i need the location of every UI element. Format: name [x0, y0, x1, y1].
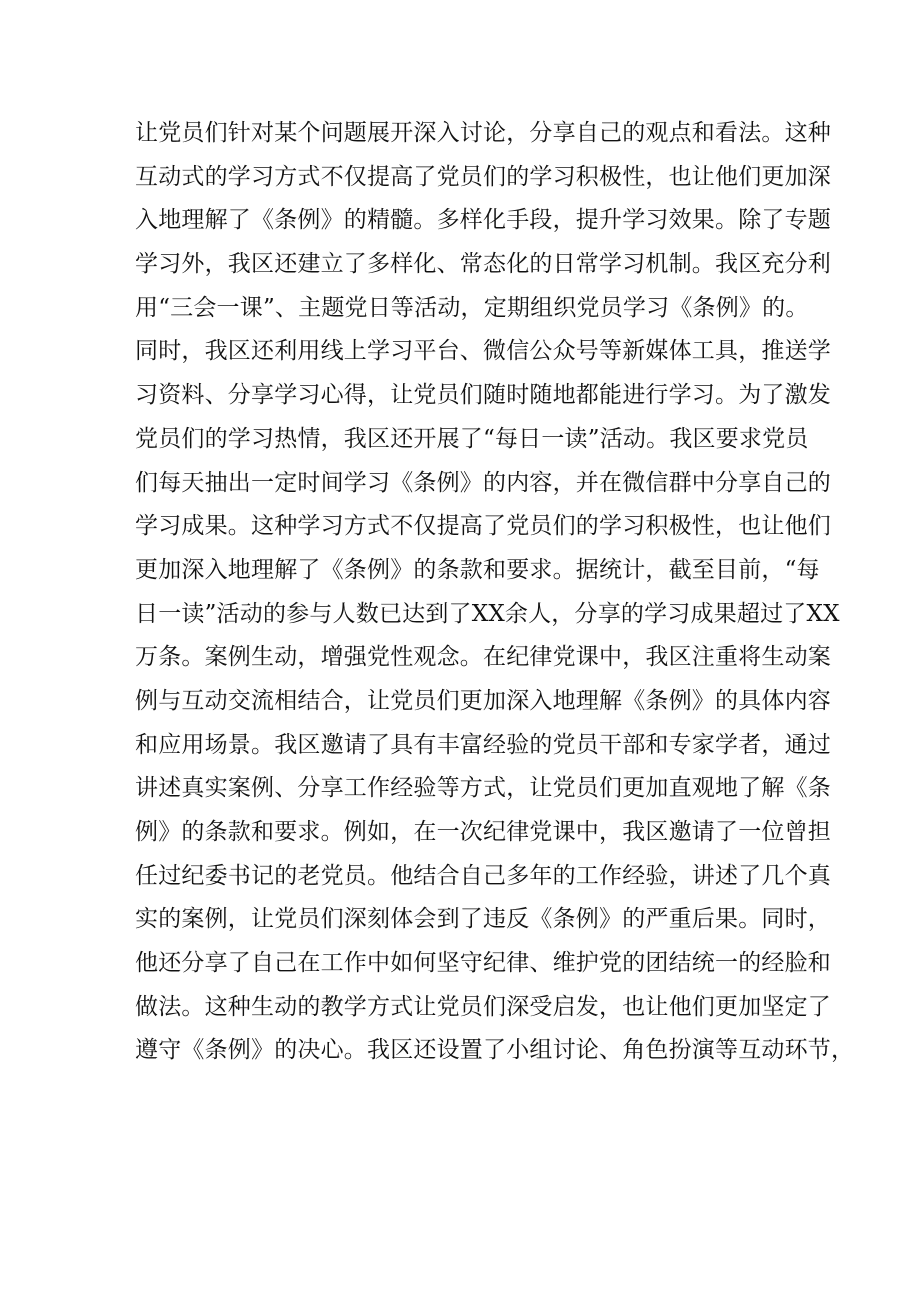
text-line: 和应用场景。我区邀请了具有丰富经验的党员干部和专家学者，通过 [135, 731, 831, 758]
text-line: 党员们的学习热情，我区还开展了“每日一读”活动。我区要求党员 [135, 425, 809, 452]
text-line: 做法。这种生动的教学方式让党员们深受启发，也让他们更加坚定了 [135, 993, 831, 1020]
text-line: 学习外，我区还建立了多样化、常态化的日常学习机制。我区充分利 [135, 251, 831, 278]
text-line: 实的案例，让党员们深刻体会到了违反《条例》的严重后果。同时， [135, 906, 831, 933]
text-line: 让党员们针对某个问题展开深入讨论，分享自己的观点和看法。这种 [135, 120, 831, 146]
text-line: 用“三会一课”、主题党日等活动，定期组织党员学习《条例》的。 [135, 294, 809, 321]
text-line: 更加深入地理解了《条例》的条款和要求。据统计，截至目前，“每 [135, 556, 820, 583]
text-line: 日一读”活动的参与人数已达到了XX余人，分享的学习成果超过了XX [135, 600, 840, 627]
text-line: 万条。案例生动，增强党性观念。在纪律党课中，我区注重将生动案 [135, 644, 831, 671]
text-line: 他还分享了自己在工作中如何坚守纪律、维护党的团结统一的经脸和 [135, 950, 831, 977]
text-line: 遵守《条例》的决心。我区还设置了小组讨论、角色扮演等互动环节， [135, 1037, 855, 1064]
text-line: 入地理解了《条例》的精髓。多样化手段，提升学习效果。除了专题 [135, 207, 831, 234]
text-line: 讲述真实案例、分享工作经验等方式，让党员们更加直观地了解《条 [135, 775, 831, 802]
text-line: 习资料、分享学习心得，让党员们随时随地都能进行学习。为了激发 [135, 382, 831, 409]
text-line: 互动式的学习方式不仅提高了党员们的学习积极性，也让他们更加深 [135, 163, 831, 190]
text-line: 们每天抽出一定时间学习《条例》的内容，并在微信群中分享自己的 [135, 469, 831, 496]
body-text [135, 112, 855, 1073]
text-line: 例》的条款和要求。例如，在一次纪律党课中，我区邀请了一位曾担 [135, 819, 831, 845]
text-line: 例与互动交流相结合，让党员们更加深入地理解《条例》的具体内容 [135, 687, 831, 714]
text-line: 任过纪委书记的老党员。他结合自己多年的工作经验，讲述了几个真 [135, 862, 831, 889]
text-line: 同时，我区还利用线上学习平台、微信公众号等新媒体工具，推送学 [135, 338, 831, 365]
text-line: 学习成果。这种学习方式不仅提高了党员们的学习积极性，也让他们 [135, 513, 831, 540]
